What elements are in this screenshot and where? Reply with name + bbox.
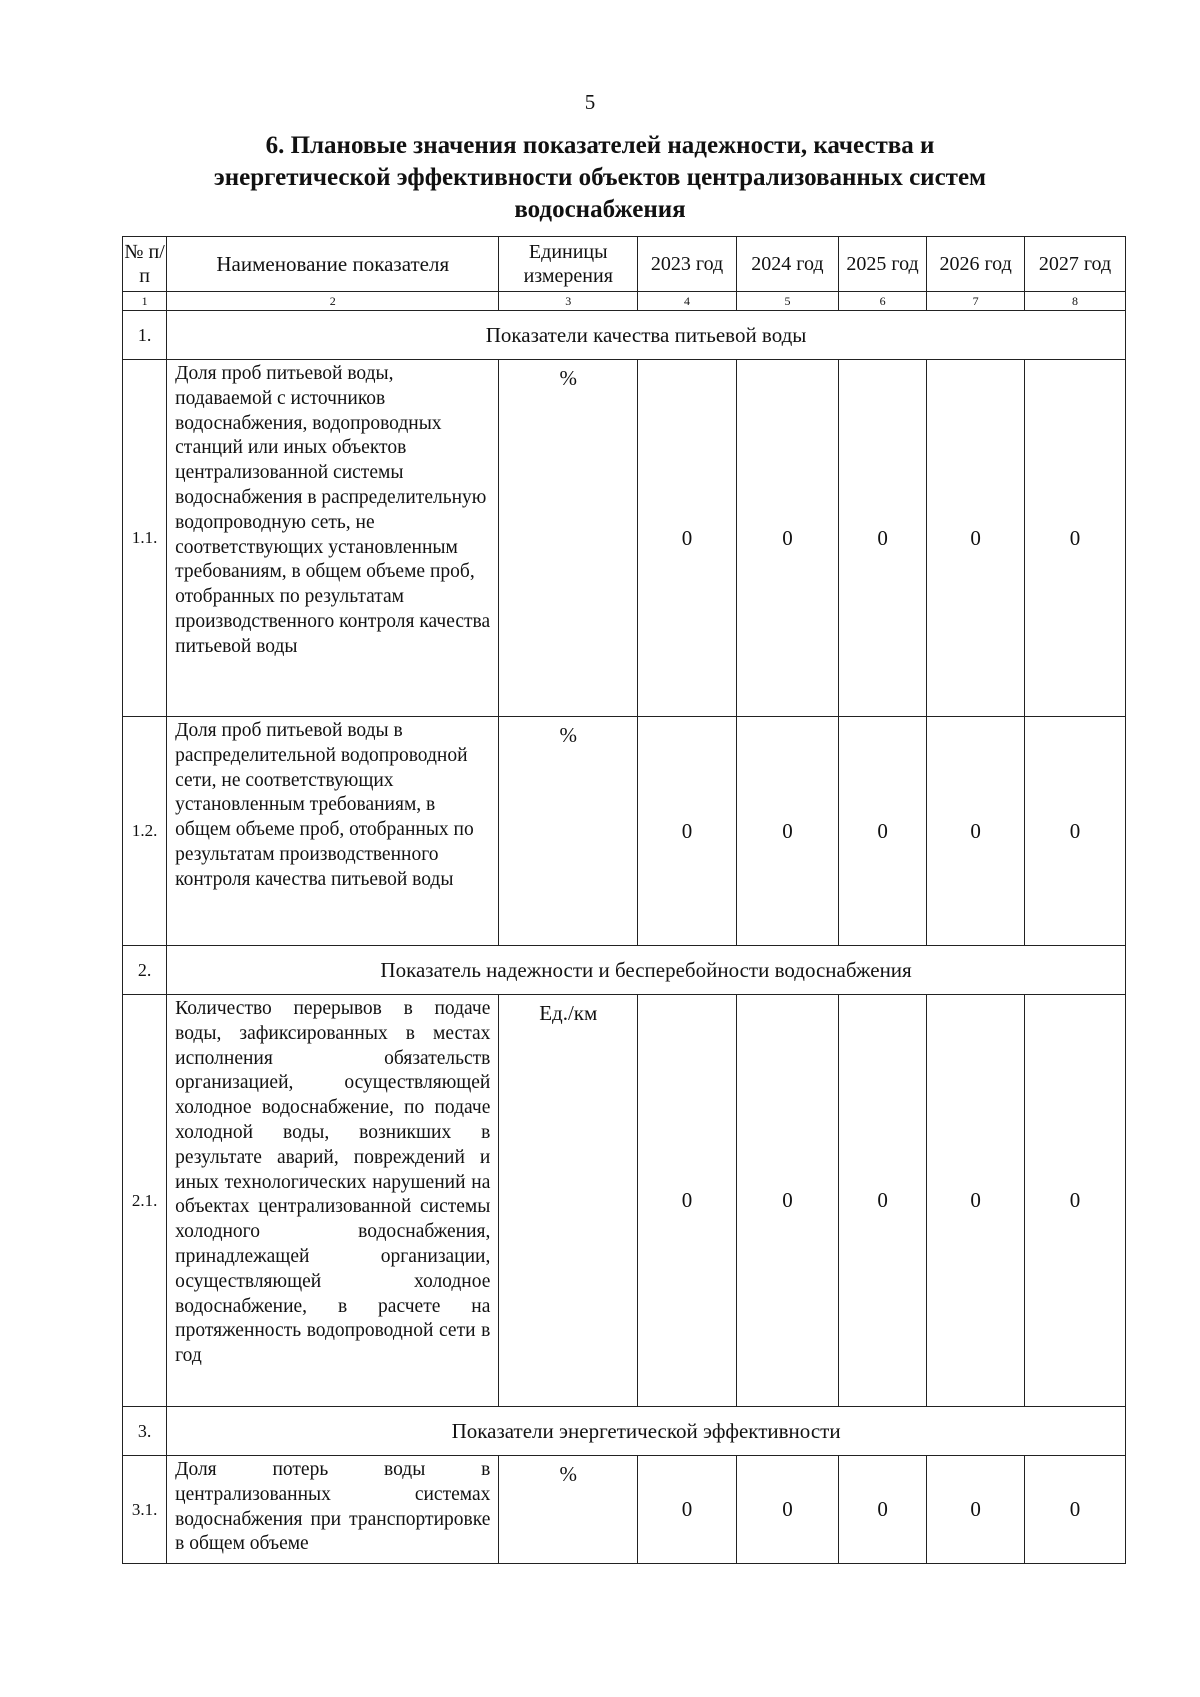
column-index: 2 (167, 292, 499, 311)
value-2023: 0 (638, 995, 737, 1407)
value-2024: 0 (736, 717, 838, 946)
row-number: 3.1. (123, 1456, 167, 1564)
section-row (123, 946, 1126, 995)
indicator-name: Количество перерывов в подаче воды, зафиксированных в местах исполнения обязательств организацией, осуществляющей холодное водоснабжение, по подаче холодной воды, возникших в результате аварий, повреждений и иных технологических нарушений на объектах централизованной системы холодного водоснабжения, принадлежащей организации, осуществляющей холодное водоснабжение, в расчете на протяженность водопроводной сети в год (167, 995, 499, 1407)
table-row (123, 1456, 1126, 1564)
header-num: № п/п (123, 237, 167, 292)
value-2027: 0 (1025, 717, 1126, 946)
indicator-name: Доля проб питьевой воды, подаваемой с источников водоснабжения, водопроводных станций или иных объектов централизованной системы водоснабжения в распределительную водопроводную сеть, не соответствующих установленным требованиям, в общем объеме проб, отобранных по результатам производственного контроля качества питьевой воды (167, 360, 499, 717)
column-index-row (123, 292, 1126, 311)
header-row (123, 237, 1126, 292)
indicator-name: Доля проб питьевой воды в распределительной водопроводной сети, не соответствующих установленным требованиям, в общем объеме проб, отобранных по результатам производственного контроля качества питьевой воды (167, 717, 499, 946)
section-row (123, 311, 1126, 360)
value-2025: 0 (838, 360, 926, 717)
indicator-unit: % (499, 717, 638, 946)
row-number: 1.2. (123, 717, 167, 946)
title-line-2: энергетической эффективности объектов централизованных систем (213, 164, 987, 191)
title-line-3: водоснабжения (514, 196, 686, 223)
header-year-2025: 2025 год (838, 237, 926, 292)
section-number: 1. (123, 311, 167, 360)
section-number: 2. (123, 946, 167, 995)
section-number: 3. (123, 1407, 167, 1456)
section-title: Показатели энергетической эффективности (167, 1407, 1126, 1456)
value-2027: 0 (1025, 1456, 1126, 1564)
table-row (123, 995, 1126, 1407)
column-index: 3 (499, 292, 638, 311)
header-year-2026: 2026 год (927, 237, 1025, 292)
value-2023: 0 (638, 1456, 737, 1564)
row-number: 1.1. (123, 360, 167, 717)
value-2026: 0 (927, 1456, 1025, 1564)
value-2023: 0 (638, 360, 737, 717)
header-year-2024: 2024 год (736, 237, 838, 292)
value-2024: 0 (736, 360, 838, 717)
column-index: 8 (1025, 292, 1126, 311)
indicator-unit: Ед./км (499, 995, 638, 1407)
value-2025: 0 (838, 1456, 926, 1564)
value-2025: 0 (838, 995, 926, 1407)
header-year-2027: 2027 год (1025, 237, 1126, 292)
indicators-table (122, 236, 1126, 1564)
value-2027: 0 (1025, 995, 1126, 1407)
value-2026: 0 (927, 360, 1025, 717)
indicator-unit: % (499, 1456, 638, 1564)
row-number: 2.1. (123, 995, 167, 1407)
document-title (150, 130, 1050, 226)
column-index: 1 (123, 292, 167, 311)
table-row (123, 717, 1126, 946)
indicator-unit: % (499, 360, 638, 717)
column-index: 4 (638, 292, 737, 311)
section-title: Показатели качества питьевой воды (167, 311, 1126, 360)
title-line-1: 6. Плановые значения показателей надежности, качества и (265, 132, 935, 159)
value-2024: 0 (736, 995, 838, 1407)
value-2026: 0 (927, 995, 1025, 1407)
value-2023: 0 (638, 717, 737, 946)
value-2027: 0 (1025, 360, 1126, 717)
indicator-name: Доля потерь воды в централизованных системах водоснабжения при транспортировке в общем объеме (167, 1456, 499, 1564)
column-index: 5 (736, 292, 838, 311)
value-2025: 0 (838, 717, 926, 946)
value-2026: 0 (927, 717, 1025, 946)
value-2024: 0 (736, 1456, 838, 1564)
page-number: 5 (584, 90, 596, 114)
column-index: 6 (838, 292, 926, 311)
section-title: Показатель надежности и бесперебойности водоснабжения (167, 946, 1126, 995)
table-row (123, 360, 1126, 717)
header-year-2023: 2023 год (638, 237, 737, 292)
header-name: Наименование показателя (167, 237, 499, 292)
column-index: 7 (927, 292, 1025, 311)
header-unit: Единицы измерения (499, 237, 638, 292)
section-row (123, 1407, 1126, 1456)
